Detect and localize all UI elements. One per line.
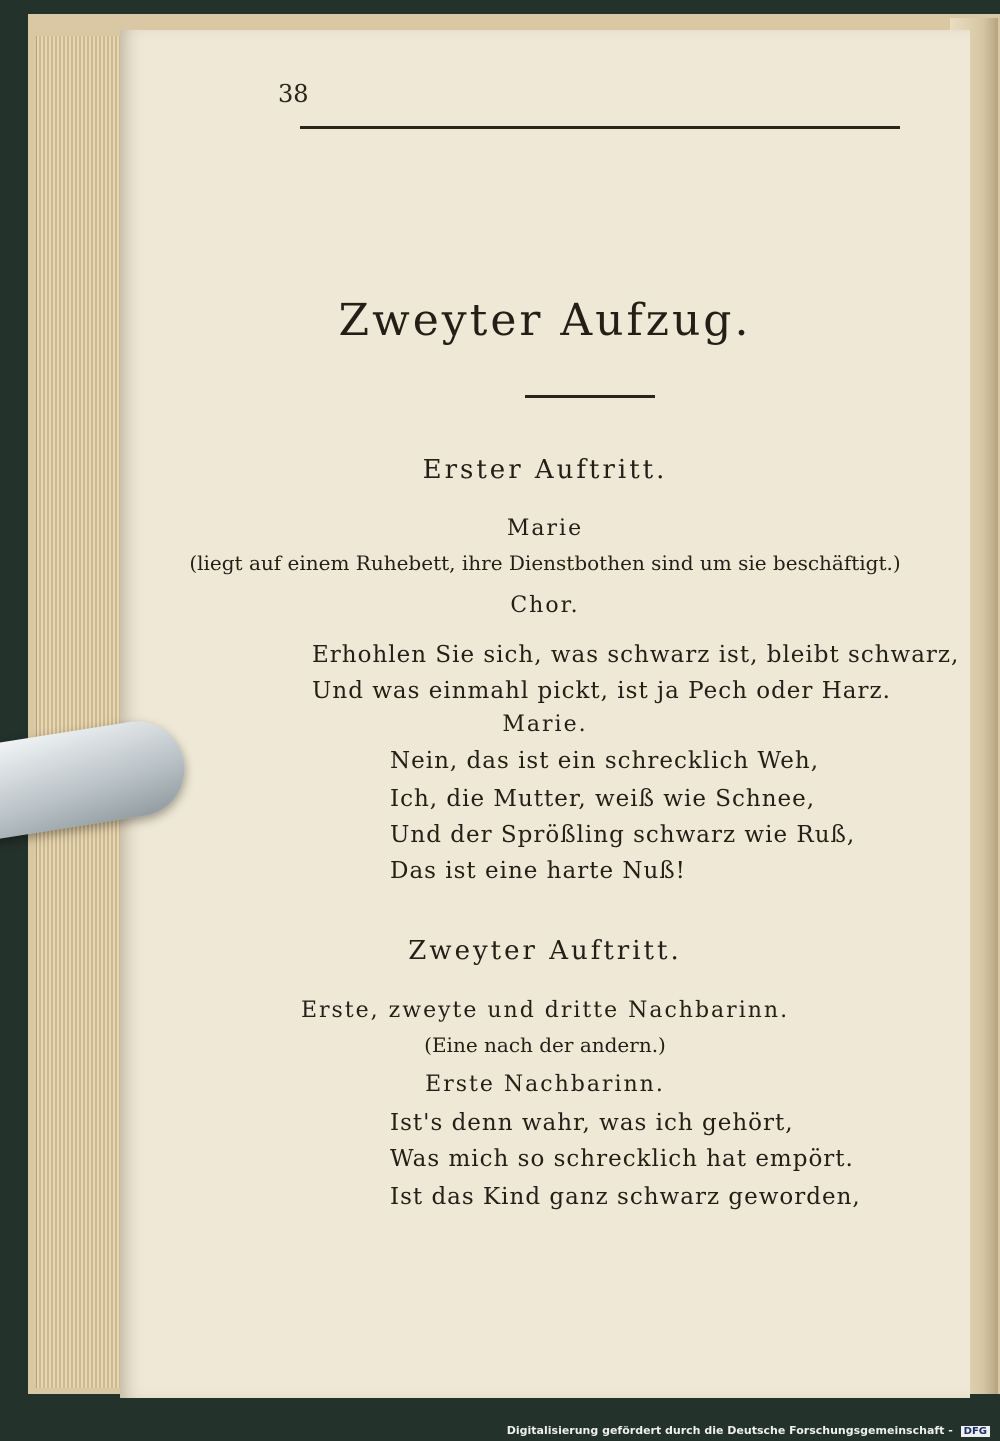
verse-line: Und was einmahl pickt, ist ja Pech oder Harz. — [312, 678, 891, 704]
funding-text: Digitalisierung gefördert durch die Deutsche Forschungsgemeinschaft - — [506, 1424, 953, 1437]
scene-1-title: Erster Auftritt. — [422, 455, 668, 485]
verse-line: Und der Sprößling schwarz wie Ruß, — [390, 822, 856, 848]
verse-line: Ist das Kind ganz schwarz geworden, — [390, 1184, 861, 1210]
verse-line: Nein, das ist ein schrecklich Weh, — [390, 748, 820, 774]
verse-line: Erhohlen Sie sich, was schwarz ist, bleibt schwarz, — [312, 642, 960, 668]
act-title: Zweyter Aufzug. — [338, 295, 752, 346]
scene-1-speaker-chor: Chor. — [510, 593, 580, 618]
scene-2-title: Zweyter Auftritt. — [408, 936, 682, 966]
page-number: 38 — [278, 80, 309, 108]
title-rule — [525, 395, 655, 398]
book-page — [120, 30, 970, 1398]
funding-credit — [507, 1424, 990, 1437]
scene-1-character: Marie — [506, 516, 584, 541]
header-rule — [300, 126, 900, 129]
verse-line: Das ist eine harte Nuß! — [390, 858, 686, 884]
scene-1-speaker-marie: Marie. — [502, 712, 588, 737]
scene-2-speaker: Erste Nachbarinn. — [425, 1072, 665, 1097]
verse-line: Ich, die Mutter, weiß wie Schnee, — [390, 786, 816, 812]
verse-line: Was mich so schrecklich hat empört. — [390, 1146, 854, 1172]
scene-2-characters: Erste, zweyte und dritte Nachbarinn. — [300, 998, 790, 1023]
dfg-logo: DFG — [961, 1426, 990, 1437]
scene-1-stage-direction: (liegt auf einem Ruhebett, ihre Dienstbothen sind um sie beschäftigt.) — [189, 551, 901, 575]
scene-2-stage-direction: (Eine nach der andern.) — [424, 1033, 666, 1057]
verse-line: Ist's denn wahr, was ich gehört, — [390, 1110, 794, 1136]
